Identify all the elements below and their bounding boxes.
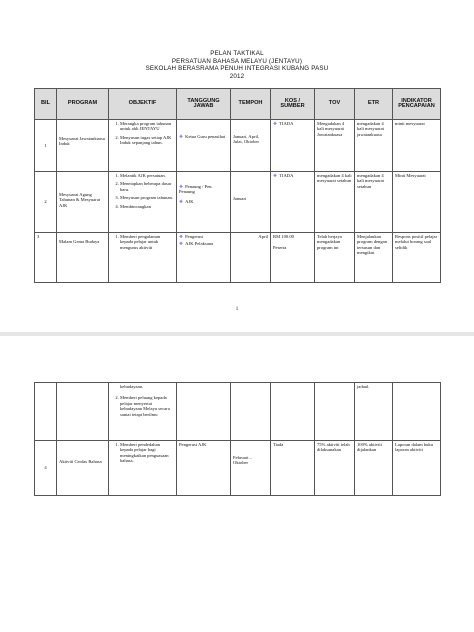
cell-tempoh: April bbox=[231, 233, 271, 283]
cell-tanggung-jawab: ❖ Pengerusi ❖ AJK Pelaksana bbox=[177, 233, 231, 283]
cell-tov: Telah berjaya mengadakan program ini bbox=[315, 233, 355, 283]
header-tanggung-jawab: TANGGUNG JAWAB bbox=[177, 89, 231, 120]
table-row bbox=[35, 383, 441, 441]
cell-bil: 3 bbox=[35, 233, 57, 283]
cell-program: Malam Gema Budaya bbox=[57, 233, 109, 283]
cell-indikator: Laporan dalam buku laporan aktiviti bbox=[393, 441, 441, 496]
cell-bil: 4 bbox=[35, 441, 57, 496]
objektif-item: 2. Menetapkan beberapa dasar baru. bbox=[120, 181, 174, 192]
title-line-4: 2012 bbox=[229, 72, 245, 80]
objektif-item: 4. Membincangkan bbox=[120, 204, 174, 209]
table-header-row bbox=[35, 89, 441, 120]
cell-objektif bbox=[109, 172, 177, 233]
plan-table-continued bbox=[34, 382, 441, 496]
objektif-item: 1. Merangka program tahunan untuk ahli JENTAYU bbox=[120, 121, 174, 132]
cell-program: Mesyuarat Agung Tahunan & Mesyuarat AJK bbox=[57, 172, 109, 233]
objektif-item: 3. Menyusun program tahunan. bbox=[120, 195, 174, 200]
objektif-item: 1. Memberi pengalaman kepada pelajar untuk mengurus aktiviti bbox=[120, 234, 174, 250]
cell-tanggung-jawab: ❖ Ketua Guru penasihat bbox=[177, 120, 231, 172]
title-line-1: PELAN TAKTIKAL bbox=[210, 50, 264, 57]
title-line-3: SEKOLAH BERASRAMA PENUH INTEGRASI KUBANG PASU bbox=[145, 65, 329, 73]
cell-objektif bbox=[109, 233, 177, 283]
cell-indikator: minit mesyuarat bbox=[393, 120, 441, 172]
page-number: 1 bbox=[235, 307, 239, 312]
cell-program: Mesyuarat Jawatankuasa Induk bbox=[57, 120, 109, 172]
cell-tempoh: Februari – Oktober bbox=[231, 441, 271, 496]
cell-kos: Tiada bbox=[271, 441, 315, 496]
table-row bbox=[35, 120, 441, 172]
cell-program: Aktiviti Cerdas Bahasa bbox=[57, 441, 109, 496]
header-objektif: OBJEKTIF bbox=[109, 89, 177, 120]
cell-objektif bbox=[109, 441, 177, 496]
table-row bbox=[35, 172, 441, 233]
cell-bil: 2 bbox=[35, 172, 57, 233]
plan-table bbox=[34, 88, 441, 283]
header-tov: TOV bbox=[315, 89, 355, 120]
table-row bbox=[35, 441, 441, 496]
document-page-2 bbox=[0, 336, 474, 632]
cell-tov: Mengadakan 4 kali mesyuarat Jawatankuasa bbox=[315, 120, 355, 172]
header-indikator: INDIKATOR PENCAPAIAN bbox=[393, 89, 441, 120]
diamond-bullet-icon: ❖ bbox=[179, 184, 184, 189]
cell-etr: Menjalankan program dengan tersusun dan mengikut bbox=[355, 233, 393, 283]
diamond-bullet-icon: ❖ bbox=[179, 134, 184, 139]
diamond-bullet-icon: ❖ bbox=[273, 173, 278, 178]
document-title bbox=[0, 50, 474, 80]
cell-etr: mengadakan 4 kali mesyuarat setahun bbox=[355, 172, 393, 233]
cell-tempoh: Januari, April, Julai, Oktober bbox=[231, 120, 271, 172]
objektif-item: 2. Memberi peluang kepada pelajar menyertai kebudayaan Melayu secara santai tetapi berilmu bbox=[120, 395, 174, 417]
header-bil: BIL bbox=[35, 89, 57, 120]
header-tempoh: TEMPOH bbox=[231, 89, 271, 120]
header-program: PROGRAM bbox=[57, 89, 109, 120]
header-etr: ETR bbox=[355, 89, 393, 120]
cell-objektif: kebudayaan. 2. Memberi peluang kepada pelajar menyertai kebudayaan Melayu secara santai tetapi berilmu bbox=[109, 383, 177, 441]
header-kos-sumber: KOS / SUMBER bbox=[271, 89, 315, 120]
diamond-bullet-icon: ❖ bbox=[179, 241, 184, 247]
cell-tanggung-jawab: Pengerusi AJK bbox=[177, 441, 231, 496]
cell-tanggung-jawab: ❖ Penaung / Pen. Penaung ❖ AJK bbox=[177, 172, 231, 233]
diamond-bullet-icon: ❖ bbox=[273, 121, 278, 126]
cell-etr: 100% aktiviti dijalankan bbox=[355, 441, 393, 496]
cell-tov: 75% aktiviti telah dilaksanakan bbox=[315, 441, 355, 496]
objektif-item: 1. Memberi pendedahan kepada pelajar bagi meningkatkan penguasaan bahasa. bbox=[120, 442, 174, 464]
diamond-bullet-icon: ❖ bbox=[179, 234, 184, 239]
objektif-item: 1. Melantik AJK persatuan. bbox=[120, 173, 174, 178]
cell-etr: jadual. bbox=[355, 383, 393, 441]
objektif-item: 2. Menyusun tugas setiap AJK Induk sepanjang tahun. bbox=[120, 135, 174, 146]
cell-indikator: Respons positif pelajar melalui borang soal selidik bbox=[393, 233, 441, 283]
cell-indikator: Minit Mesyuarat bbox=[393, 172, 441, 233]
cell-etr: mengadakan 4 kali mesyuarat jawatankuasa bbox=[355, 120, 393, 172]
cell-kos: RM 100.00 Peserta bbox=[271, 233, 315, 283]
cell-bil: 1 bbox=[35, 120, 57, 172]
cell-kos: ❖ TIADA bbox=[271, 120, 315, 172]
cell-tov: mengadakan 4 kali mesyuarat setahun bbox=[315, 172, 355, 233]
cell-tempoh: Januari bbox=[231, 172, 271, 233]
diamond-bullet-icon: ❖ bbox=[179, 198, 184, 204]
cell-kos: ❖ TIADA bbox=[271, 172, 315, 233]
cell-objektif bbox=[109, 120, 177, 172]
title-line-2: PERSATUAN BAHASA MELAYU (JENTAYU) bbox=[171, 57, 303, 65]
table-row bbox=[35, 233, 441, 283]
